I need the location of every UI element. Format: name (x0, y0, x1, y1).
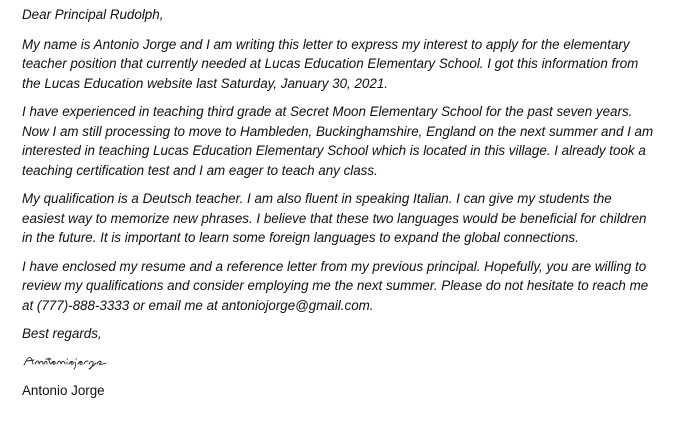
letter-paragraph-qualification: My qualification is a Deutsch teacher. I am also fluent in speaking Italian. I can give my students the easiest way to memorize new phrases. I believe that these two languages would be beneficial for children in the future. It is important to learn some foreign languages to expand the global connections. (22, 191, 647, 245)
letter-paragraph-closing: I have enclosed my resume and a reference letter from my previous principal. Hopefully, you are willing to review my qualifications and consider employing me the next summer. Please do not hesitate to reach me at (777)-888-3333 or email me at antoniojorge@gmail.com. (22, 258, 649, 313)
letter-paragraph-intro: My name is Antonio Jorge and I am writing this letter to express my interest to apply for the elementary teacher position that currently needed at Lucas Education Elementary School. I got this information from the Lucas Education website last Saturday, January 30, 2021. (22, 36, 639, 91)
letter-greeting: Dear Principal Rudolph, (22, 7, 164, 22)
cover-letter (22, 5, 654, 400)
letter-closing: Best regards, (22, 326, 102, 341)
letter-paragraph-experience: I have experienced in teaching third grade at Secret Moon Elementary School for the past seven years. Now I am still processing to move to Hambleden, Buckinghamshire, England on the next summer and I am interested in teaching Lucas Education Elementary School which is located in this village. I already took a teaching certification test and I am eager to teach any class. (22, 104, 654, 178)
handwritten-signature (22, 350, 142, 372)
signature-icon (22, 350, 142, 372)
signer-name: Antonio Jorge (22, 382, 105, 398)
